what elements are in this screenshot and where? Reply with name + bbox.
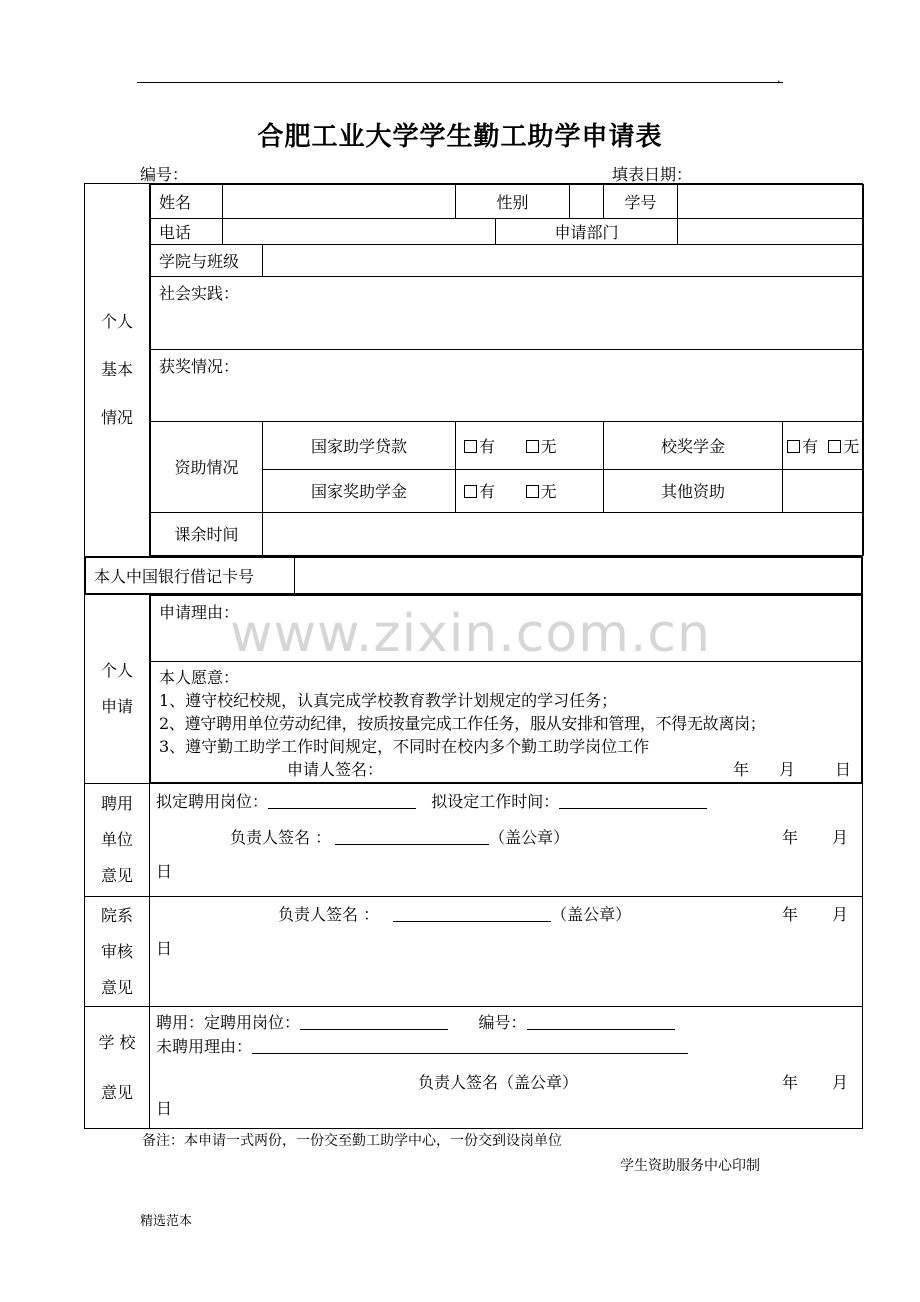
employer-opinion-field bbox=[150, 784, 863, 897]
employer-time-label: 拟设定工作时间： bbox=[431, 792, 560, 811]
grant-yes-label: 有 bbox=[479, 482, 496, 502]
scholarship-yes-checkbox[interactable] bbox=[787, 440, 800, 453]
bank-label: 本人中国银行借记卡号 bbox=[86, 558, 295, 594]
college-review-label-line2: 审核 bbox=[100, 941, 133, 961]
date-field bbox=[612, 162, 768, 185]
watermark: www.zixin.com.cn bbox=[230, 604, 711, 664]
loan-label: 国家助学贷款 bbox=[263, 421, 456, 469]
employer-label-line3: 意见 bbox=[100, 866, 133, 885]
application-form bbox=[84, 183, 863, 1129]
employer-year: 年 bbox=[782, 828, 799, 847]
loan-yes-checkbox[interactable] bbox=[464, 440, 477, 453]
scholarship-no-checkbox[interactable] bbox=[828, 440, 841, 453]
employer-time-input[interactable] bbox=[559, 794, 707, 809]
personal-label-line3: 情况 bbox=[100, 408, 133, 427]
application-block bbox=[150, 595, 863, 784]
wish-label: 本人愿意： bbox=[159, 668, 240, 687]
gender-label: 性别 bbox=[456, 185, 570, 219]
school-month: 月 bbox=[832, 1073, 849, 1092]
school-signature-row bbox=[156, 1069, 856, 1097]
applicant-day: 日 bbox=[835, 760, 852, 779]
personal-section-label bbox=[85, 184, 150, 557]
personal-info-block bbox=[150, 184, 863, 557]
college-review-label-line3: 意见 bbox=[100, 977, 133, 997]
free-time-label: 课余时间 bbox=[151, 512, 263, 555]
other-aid-label: 其他资助 bbox=[604, 469, 783, 512]
header-rule bbox=[137, 82, 783, 83]
dept-label: 申请部门 bbox=[496, 219, 678, 245]
college-review-field bbox=[150, 897, 863, 1007]
pledge-item-2: 2、遵守聘用单位劳动纪律，按质按量完成工作任务，服从安排和管理，不得无故离岗； bbox=[159, 714, 766, 733]
applicant-signature-row bbox=[159, 758, 853, 781]
bank-row bbox=[85, 557, 863, 595]
loan-no-label: 无 bbox=[540, 436, 557, 456]
loan-no-checkbox[interactable] bbox=[526, 440, 539, 453]
footer-text: 精选范本 bbox=[140, 1214, 193, 1229]
school-not-hired-label: 未聘用理由： bbox=[156, 1037, 253, 1056]
applicant-year: 年 bbox=[733, 760, 750, 779]
employer-label-line1: 聘用 bbox=[100, 794, 133, 813]
school-signature-label: 负责人签名（盖公章） bbox=[418, 1073, 579, 1092]
bank-input[interactable] bbox=[295, 558, 862, 594]
header-dot: . bbox=[777, 72, 781, 85]
college-review-seal: （盖公章） bbox=[551, 905, 632, 924]
gender-input[interactable] bbox=[570, 185, 604, 219]
application-label-line2: 申请 bbox=[100, 697, 133, 716]
dept-input[interactable] bbox=[678, 219, 864, 245]
aid-label: 资助情况 bbox=[151, 421, 263, 512]
school-hire-label: 聘用：定聘用岗位： bbox=[156, 1013, 301, 1032]
employer-post-input[interactable] bbox=[268, 794, 416, 809]
employer-label-line2: 单位 bbox=[100, 830, 133, 849]
grant-yes-checkbox[interactable] bbox=[464, 485, 477, 498]
reason-label: 申请理由： bbox=[159, 603, 240, 622]
college-review-year: 年 bbox=[782, 905, 799, 924]
practice-field[interactable] bbox=[151, 277, 864, 350]
school-year: 年 bbox=[782, 1073, 799, 1092]
awards-label: 获奖情况： bbox=[159, 357, 240, 377]
college-review-signature-label: 负责人签名 ： bbox=[278, 905, 380, 924]
awards-field[interactable] bbox=[151, 350, 864, 421]
name-input[interactable] bbox=[223, 185, 456, 219]
application-label-line1: 个人 bbox=[100, 661, 133, 680]
employer-signature-label: 负责人签名 ： bbox=[230, 828, 332, 847]
other-aid-input[interactable] bbox=[783, 469, 864, 512]
loan-yes-label: 有 bbox=[479, 436, 496, 456]
date-label: 填表日期： bbox=[612, 165, 693, 184]
student-id-input[interactable] bbox=[678, 185, 864, 219]
scholarship-options bbox=[783, 421, 864, 469]
employer-post-label: 拟定聘用岗位： bbox=[156, 792, 269, 811]
college-review-signature-input[interactable] bbox=[393, 907, 551, 922]
college-review-signature-row bbox=[156, 901, 856, 929]
school-number-input[interactable] bbox=[527, 1015, 675, 1030]
form-title: 合肥工业大学学生勤工助学申请表 bbox=[257, 122, 663, 152]
grant-options bbox=[456, 469, 604, 512]
grant-no-checkbox[interactable] bbox=[526, 485, 539, 498]
school-not-hired-input[interactable] bbox=[252, 1039, 688, 1054]
school-number-label: 编号： bbox=[478, 1013, 527, 1032]
employer-signature-input[interactable] bbox=[335, 830, 489, 845]
serial-field bbox=[140, 162, 280, 185]
pledge-field bbox=[151, 662, 862, 783]
employer-post-row bbox=[156, 788, 856, 816]
scholarship-no-label: 无 bbox=[843, 436, 860, 456]
employer-signature-row bbox=[156, 824, 856, 852]
free-time-input[interactable] bbox=[263, 512, 864, 555]
applicant-signature-label: 申请人签名： bbox=[287, 760, 384, 779]
college-review-month: 月 bbox=[832, 905, 849, 924]
school-post-input[interactable] bbox=[300, 1015, 448, 1030]
pledge-item-3: 3、遵守勤工助学工作时间规定，不同时在校内多个勤工助学岗位工作 bbox=[159, 737, 650, 756]
school-not-hired-row bbox=[156, 1035, 856, 1059]
remark-note: 备注：本申请一式两份，一份交至勤工助学中心，一份交到设岗单位 bbox=[142, 1133, 562, 1149]
phone-label: 电话 bbox=[151, 219, 223, 245]
phone-input[interactable] bbox=[223, 219, 496, 245]
grant-no-label: 无 bbox=[540, 482, 557, 502]
reason-field[interactable] bbox=[151, 596, 862, 662]
application-section-label bbox=[85, 595, 150, 784]
printer-credit: 学生资助服务中心印制 bbox=[620, 1158, 760, 1174]
personal-label-line1: 个人 bbox=[100, 312, 133, 331]
practice-label: 社会实践： bbox=[159, 284, 240, 304]
pledge-item-1: 1、遵守校纪校规，认真完成学校教育教学计划规定的学习任务； bbox=[159, 691, 618, 710]
school-section-label bbox=[85, 1007, 150, 1129]
employer-day: 日 bbox=[156, 862, 173, 881]
employer-section-label bbox=[85, 784, 150, 897]
serial-label: 编号： bbox=[140, 165, 189, 184]
college-review-label-line1: 院系 bbox=[100, 905, 133, 925]
student-id-label: 学号 bbox=[604, 185, 678, 219]
loan-options bbox=[456, 421, 604, 469]
employer-seal: （盖公章） bbox=[489, 828, 570, 847]
college-label: 学院与班级 bbox=[151, 245, 263, 277]
school-day: 日 bbox=[156, 1099, 173, 1118]
employer-month: 月 bbox=[832, 828, 849, 847]
school-opinion-field bbox=[150, 1007, 863, 1129]
school-label-line2: 意见 bbox=[100, 1082, 133, 1102]
school-hire-row bbox=[156, 1011, 856, 1035]
grant-label: 国家奖助学金 bbox=[263, 469, 456, 512]
scholarship-label: 校奖学金 bbox=[604, 421, 783, 469]
school-label-line1: 学 校 bbox=[98, 1032, 136, 1052]
college-input[interactable] bbox=[263, 245, 864, 277]
college-review-section-label bbox=[85, 897, 150, 1007]
applicant-month: 月 bbox=[779, 760, 796, 779]
personal-label-line2: 基本 bbox=[100, 360, 133, 379]
scholarship-yes-label: 有 bbox=[802, 436, 819, 456]
name-label: 姓名 bbox=[151, 185, 223, 219]
college-review-day: 日 bbox=[156, 939, 173, 958]
